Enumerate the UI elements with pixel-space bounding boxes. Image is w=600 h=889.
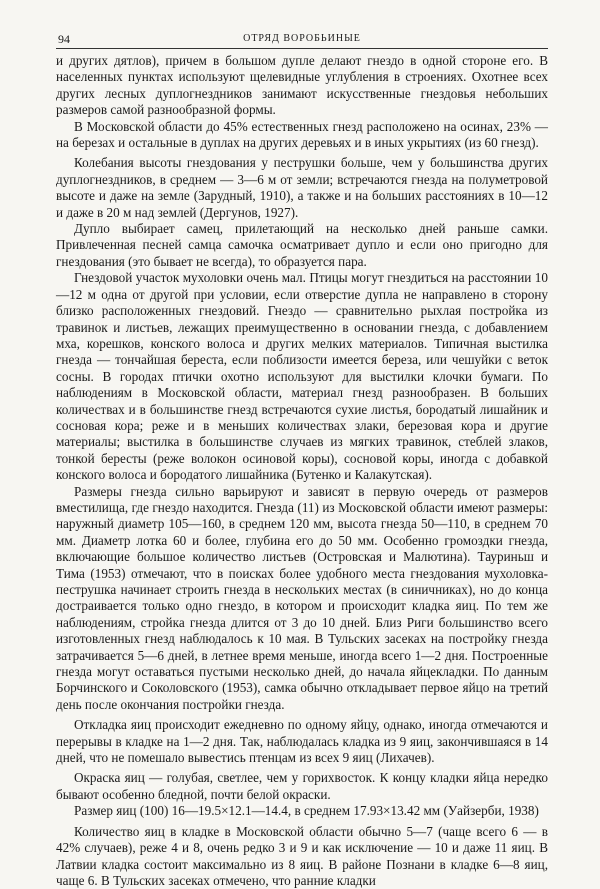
page-number: 94 [58, 32, 70, 46]
page-header [56, 30, 548, 49]
running-title: ОТРЯД ВОРОБЬИНЫЕ [243, 33, 361, 44]
paragraph: В Московской области до 45% естественных гнезд расположено на осинах, 23% — на березах и остальные в дуплах на других деревьях и в иных укрытиях (из 60 гнезд). [56, 118, 548, 151]
paragraph: Размеры гнезда сильно варьируют и зависят в первую очередь от размеров вместилища, где гнездо находится. Гнезда (11) из Московской области имеют размеры: наружный диаметр 105—160, в среднем 120 мм, высота гнезда 50—110, в среднем 70 мм. Диаметр лотка 60 и более, глубина его до 50 мм. Особенно громоздки гнезда, включающие большое количество листьев (Островская и Малютина). Тауриньш и Тима (1953) отмечают, что в поисках более удобного места гнездования мухоловка-пеструшка начинает строить гнезда в нескольких местах (в синичниках), но до конца достраивается только одно гнездо, в котором и происходит кладка яиц. По тем же наблюдениям, стройка гнезда длится от 3 до 10 дней. Близ Риги большинство всего изготовленных гнезд наблюдалось к 10 мая. В Тульских засеках на постройку гнезда затрачивается 5—6 дней, в летнее время меньше, иногда всего 1—2 дня. Построенные гнезда могут оставаться пустыми несколько дней, до начала яйцекладки. По данным Борчинского и Соколовского (1953), самка обычно откладывает первое яйцо на третий день после окончания постройки гнезда. [56, 483, 548, 712]
paragraph: Откладка яиц происходит ежедневно по одному яйцу, однако, иногда отмечаются и перерывы в кладке на 1—2 дня. Так, наблюдалась кладка из 9 яиц, закончившаяся в 14 дней, что не помешало вывестись птенцам из всех 9 яиц (Лихачев). [56, 717, 548, 766]
paragraph: Окраска яиц — голубая, светлее, чем у горихвосток. К концу кладки яйца нередко бывают особенно бледной, почти белой окраски. [56, 770, 548, 802]
paragraph: Размер яиц (100) 16—19.5×12.1—14.4, в среднем 17.93×13.42 мм (Уайзерби, 1938) [74, 803, 539, 819]
paragraph: Дупло выбирает самец, прилетающий на несколько дней раньше самки. Привлеченная песней самца самочка осматривает дупло и если оно пригодно для гнездования (это бывает не всегда), то образуется пара. [56, 221, 548, 269]
paragraph: Количество яиц в кладке в Московской области обычно 5—7 (чаще всего 6 — в 42% случаев), реже 4 и 8, очень редко 3 и 9 и как исключение — 10 и даже 11 яиц. В Латвии кладка состоит максимально из 8 яиц. В районе Познани в кладке 6—8 яиц, чаще 6. В Тульских засеках отмечено, что ранние кладки [56, 823, 548, 888]
paragraph: и других дятлов), причем в большом дупле делают гнездо в одной стороне его. В населенных пунктах используют щелевидные углубления в строениях. Охотнее всех других лесных дуплогнездников занимают искусственные гнездовья небольших размеров самой разнообразной формы. [56, 53, 548, 118]
body-text [56, 53, 548, 889]
paragraph: Колебания высоты гнездования у пеструшки больше, чем у большинства других дуплогнездников, в среднем — 3—6 м от земли; встречаются гнезда на полуметровой высоте и даже на земле (Зарудный, 1910), а также и на больших расстояниях в 10—12 и даже в 20 м над землей (Дергунов, 1927). [56, 155, 548, 220]
paragraph: Гнездовой участок мухоловки очень мал. Птицы могут гнездиться на расстоянии 10—12 м одна от другой при условии, если отверстие дупла не направлено в сторону близко расположенных гнездовий. Гнездо — сравнительно рыхлая постройка из травинок и листьев, лежащих преимущественно в основании гнезда, с добавлением мха, корешков, конского волоса и других мелких материалов. Типичная выстилка гнезда — тончайшая береста, если поблизости имеется береза, или чешуйки с веток сосны. В городах птички охотно используют для выстилки клочки бумаги. По наблюдениям в Московской области, материал гнезд разнообразен. В больших количествах и в большинстве гнезд встречаются сухие листья, бородатый лишайник и сосновая кора; реже и в меньших количествах злаки, березовая кора и другие материалы; выстилка в большинстве случаев из мягких травинок, стеблей злаков, тонкой бересты (реже волокон осиновой коры), сосновой коры, иногда с добавкой конского волоса и бородатого лишайника (Бутенко и Калакутская). [56, 270, 548, 483]
